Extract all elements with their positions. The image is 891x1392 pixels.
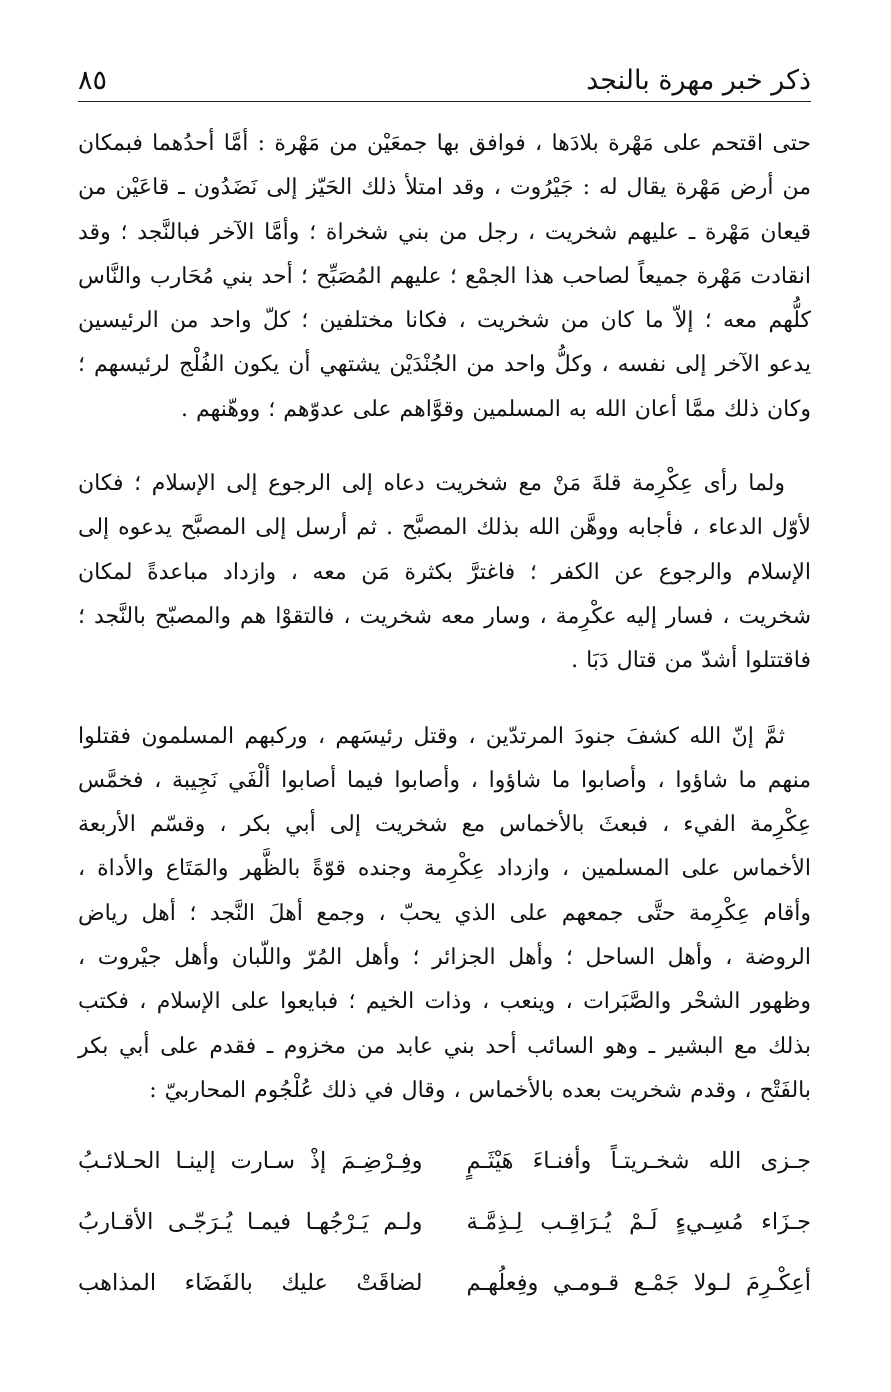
- text-line: قيعان مَهْرة ـ عليهم شخريت ، رجل من بني شخراة ؛ وأمَّا الآخر فبالنَّجد ؛ وقد: [78, 219, 811, 245]
- verse-second-hemistich: وفِـرْضِـمَ إذْ سـارت إلينـا الحـلائـبُ: [78, 1147, 423, 1174]
- text-line: الإسلام والرجوع عن الكفر ؛ فاغترَّ بكثرة مَن معه ، وازداد مباعدةً لمكان: [78, 559, 811, 585]
- text-line: أبي بكر بالفَتْح ، وقدم شخريت بعده بالأخماس ، وقال في ذلك عُلْجُوم: [78, 1033, 811, 1103]
- verse-second-hemistich: ولـم يَـرْجُهـا فيمـا يُـرَجّـى الأقـاربُ: [78, 1208, 423, 1235]
- page-number: ٨٥: [78, 65, 108, 96]
- verse: [78, 1252, 811, 1313]
- text-line: لأوّل الدعاء ، فأجابه ووهَّن الله بذلك المصبَّح . ثم أرسل إلى المصبَّح يدعوه إلى: [78, 515, 811, 541]
- text-line: وظهور الشحْر والصَّبَرات ، وينعب ، وذات الخيم ؛ فبايعوا على الإسلام ،: [139, 989, 811, 1015]
- text-line: عِكْرِمة الفيء ، فبعثَ بالأخماس مع شخريت إلى أبي بكر ، وقسّم الأربعة: [78, 812, 811, 838]
- body-text: [78, 122, 811, 1313]
- running-title: ذكر خبر مهرة بالنجد: [586, 65, 811, 96]
- text-line: من أرض مَهْرة يقال له : جَيْرُوت ، وقد امتلأ ذلك الحَيّز إلى نَضَدُون ـ قاعَيْن من: [78, 175, 811, 201]
- verse-first-hemistich: أعِكْـرِمَ لـولا جَمْـع قـومـي وفِعلُهـم: [466, 1269, 811, 1296]
- text-line: الأخماس على المسلمين ، وازداد عِكْرِمة وجنده قوّةً بالظَّهر والمَتَاع والأداة ،: [78, 856, 811, 882]
- text-line: منهم ما شاؤوا ، وأصابوا ما شاؤوا ، وأصابوا فيما أصابوا ألْفَي نَجِيبة ، فخمَّس: [78, 767, 811, 793]
- paragraph-2: [78, 462, 811, 683]
- verse-second-hemistich: لضاقَتْ عليك بالفَضَاء المذاهب: [78, 1269, 423, 1296]
- text-line: ولما رأى عِكْرِمة قلةَ مَنْ مع شخريت دعاه إلى الرجوع إلى الإسلام ؛ فكان: [78, 471, 785, 497]
- text-line: المحاربيّ :: [149, 1077, 247, 1103]
- text-line: وأقام عِكْرِمة حتَّى جمعهم على الذي يحبّ ، وجمع أهلَ النَّجد ؛ أهل رياض: [78, 900, 811, 926]
- running-head: [78, 56, 811, 102]
- paragraph-1: [78, 122, 811, 432]
- verse-first-hemistich: جـزَاء مُسِـيءٍ لَـمْ يُـرَاقِـب لِـذِمَّـة: [466, 1208, 811, 1235]
- poem: [78, 1130, 811, 1313]
- verse: [78, 1191, 811, 1252]
- verse-first-hemistich: جـزى الله شخـريتـاً وأفنـاءَ هَيْثَـمٍ: [466, 1147, 811, 1174]
- paragraph-3: [78, 715, 811, 1114]
- text-line: لرئيسهم ؛ وكان ذلك ممَّا أعان الله به المسلمين وقوَّاهم على عدوّهم ؛ ووهّنهم .: [78, 352, 811, 422]
- text-line: شخريت ، فسار إليه عكْرِمة ، وسار معه شخريت ، فالتقوْا هم والمصبّح: [154, 603, 811, 629]
- text-line: الرئيسين يدعو الآخر إلى نفسه ، وكلُّ واحد من الجُنْدَيْن يشتهي أن يكون الفُلْج: [78, 308, 811, 378]
- text-line: فكتب بذلك مع البشير ـ وهو السائب أحد بني عابد من مخزوم ـ فقدم على: [78, 989, 811, 1059]
- text-line: حتى اقتحم على مَهْرة بلادَها ، فوافق بها جمعَيْن من مَهْرة : أمَّا أحدُهما فبمكان: [78, 131, 811, 156]
- text-line: الروضة ، وأهل الساحل ؛ وأهل الجزائر ؛ وأهل المُرّ واللّبان وأهل جيْروت ،: [78, 945, 811, 971]
- text-line: انقادت مَهْرة جميعاً لصاحب هذا الجمْع ؛ عليهم المُصَبِّح ؛ أحد بني مُحَارب: [149, 263, 812, 289]
- text-line: ثمَّ إنّ الله كشفَ جنودَ المرتدّين ، وقتل رئيسَهم ، وركبهم المسلمون فقتلوا: [78, 723, 785, 749]
- text-line: بالنَّجد ؛ فاقتتلوا أشدّ من قتال دَبَا .: [78, 603, 811, 674]
- text-line: والنَّاس كلُّهم معه ؛ إلاّ ما كان من شخريت ، فكانا مختلفين ؛ كلّ واحد من: [78, 263, 812, 334]
- verse: [78, 1130, 811, 1191]
